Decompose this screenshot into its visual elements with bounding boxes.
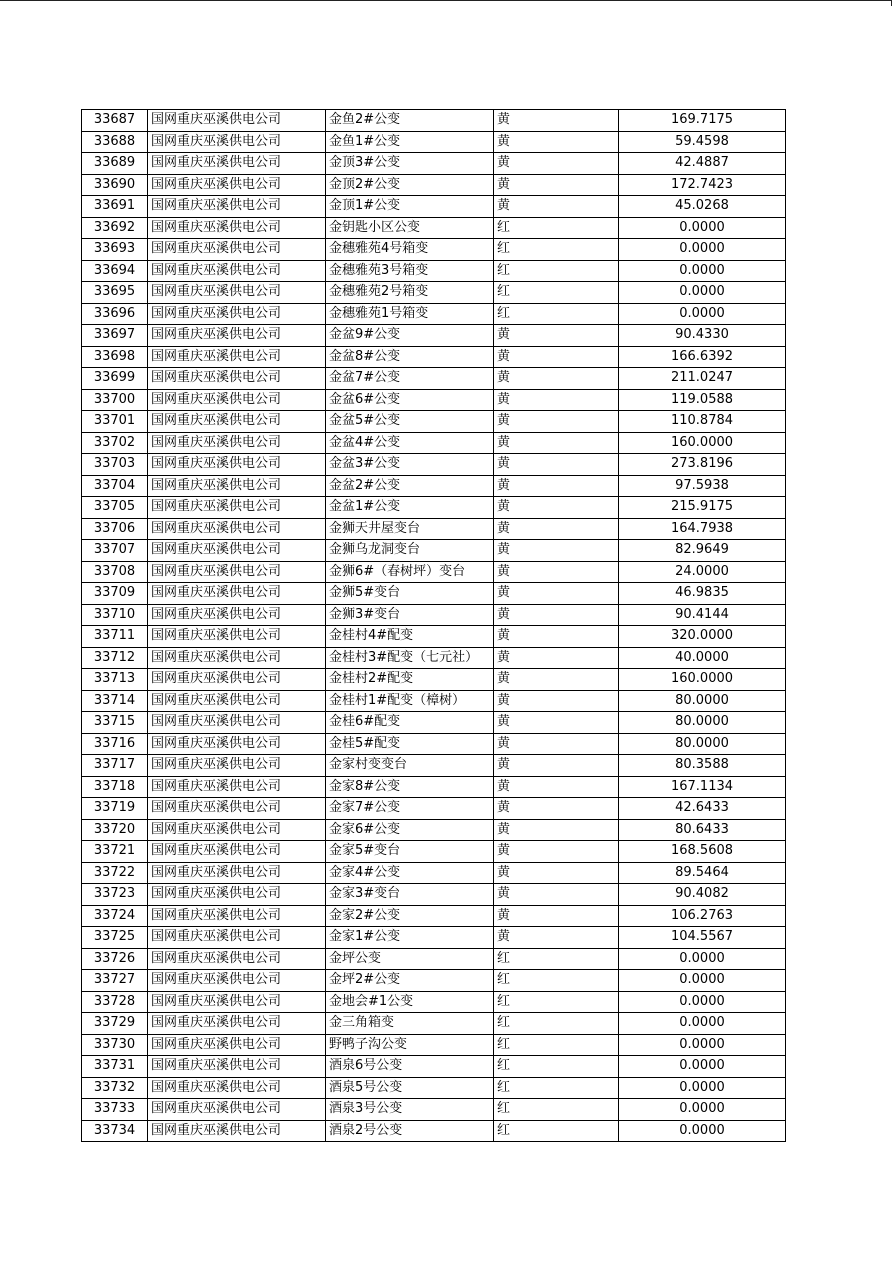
cell-id: 33713 <box>82 669 148 691</box>
table-row <box>82 991 786 1013</box>
cell-value: 160.0000 <box>619 669 786 691</box>
cell-station: 金穗雅苑3号箱变 <box>326 260 494 282</box>
cell-id: 33722 <box>82 862 148 884</box>
cell-level: 红 <box>494 1056 619 1078</box>
cell-station: 金盆5#公变 <box>326 411 494 433</box>
cell-level: 红 <box>494 1120 619 1142</box>
cell-station: 金鱼2#公变 <box>326 110 494 132</box>
cell-station: 金盆9#公变 <box>326 325 494 347</box>
cell-value: 0.0000 <box>619 1077 786 1099</box>
cell-id: 33714 <box>82 690 148 712</box>
cell-station: 金狮3#变台 <box>326 604 494 626</box>
cell-value: 80.0000 <box>619 733 786 755</box>
data-table <box>81 109 786 1142</box>
cell-value: 215.9175 <box>619 497 786 519</box>
cell-station: 金家村变变台 <box>326 755 494 777</box>
cell-level: 黄 <box>494 647 619 669</box>
table-row <box>82 1034 786 1056</box>
cell-company: 国网重庆巫溪供电公司 <box>148 1099 326 1121</box>
cell-level: 黄 <box>494 712 619 734</box>
cell-level: 黄 <box>494 518 619 540</box>
cell-company: 国网重庆巫溪供电公司 <box>148 970 326 992</box>
cell-level: 红 <box>494 1099 619 1121</box>
cell-company: 国网重庆巫溪供电公司 <box>148 884 326 906</box>
cell-company: 国网重庆巫溪供电公司 <box>148 690 326 712</box>
cell-id: 33698 <box>82 346 148 368</box>
cell-value: 89.5464 <box>619 862 786 884</box>
cell-id: 33732 <box>82 1077 148 1099</box>
cell-level: 黄 <box>494 798 619 820</box>
cell-company: 国网重庆巫溪供电公司 <box>148 540 326 562</box>
cell-company: 国网重庆巫溪供电公司 <box>148 626 326 648</box>
table-row <box>82 669 786 691</box>
cell-company: 国网重庆巫溪供电公司 <box>148 131 326 153</box>
cell-company: 国网重庆巫溪供电公司 <box>148 153 326 175</box>
cell-id: 33688 <box>82 131 148 153</box>
cell-company: 国网重庆巫溪供电公司 <box>148 497 326 519</box>
table-row <box>82 1056 786 1078</box>
cell-id: 33690 <box>82 174 148 196</box>
table-row <box>82 905 786 927</box>
cell-company: 国网重庆巫溪供电公司 <box>148 325 326 347</box>
cell-id: 33711 <box>82 626 148 648</box>
cell-company: 国网重庆巫溪供电公司 <box>148 110 326 132</box>
cell-value: 46.9835 <box>619 583 786 605</box>
cell-level: 黄 <box>494 927 619 949</box>
cell-id: 33697 <box>82 325 148 347</box>
table-row <box>82 1077 786 1099</box>
table-row <box>82 518 786 540</box>
cell-level: 黄 <box>494 884 619 906</box>
cell-company: 国网重庆巫溪供电公司 <box>148 1077 326 1099</box>
cell-value: 166.6392 <box>619 346 786 368</box>
cell-station: 金穗雅苑4号箱变 <box>326 239 494 261</box>
cell-level: 红 <box>494 260 619 282</box>
cell-station: 金家4#公变 <box>326 862 494 884</box>
cell-id: 33692 <box>82 217 148 239</box>
cell-id: 33695 <box>82 282 148 304</box>
cell-company: 国网重庆巫溪供电公司 <box>148 432 326 454</box>
cell-value: 24.0000 <box>619 561 786 583</box>
cell-id: 33730 <box>82 1034 148 1056</box>
cell-level: 黄 <box>494 368 619 390</box>
cell-company: 国网重庆巫溪供电公司 <box>148 862 326 884</box>
cell-station: 金家7#公变 <box>326 798 494 820</box>
cell-value: 97.5938 <box>619 475 786 497</box>
cell-value: 0.0000 <box>619 970 786 992</box>
cell-value: 82.9649 <box>619 540 786 562</box>
cell-level: 黄 <box>494 604 619 626</box>
cell-company: 国网重庆巫溪供电公司 <box>148 239 326 261</box>
cell-company: 国网重庆巫溪供电公司 <box>148 518 326 540</box>
cell-station: 金盆7#公变 <box>326 368 494 390</box>
cell-value: 0.0000 <box>619 303 786 325</box>
cell-station: 金顶2#公变 <box>326 174 494 196</box>
cell-value: 0.0000 <box>619 1013 786 1035</box>
table-body <box>82 110 786 1142</box>
cell-id: 33715 <box>82 712 148 734</box>
table-row <box>82 948 786 970</box>
cell-company: 国网重庆巫溪供电公司 <box>148 712 326 734</box>
cell-value: 40.0000 <box>619 647 786 669</box>
cell-station: 金家1#公变 <box>326 927 494 949</box>
cell-station: 金钥匙小区公变 <box>326 217 494 239</box>
cell-value: 320.0000 <box>619 626 786 648</box>
cell-company: 国网重庆巫溪供电公司 <box>148 389 326 411</box>
cell-value: 106.2763 <box>619 905 786 927</box>
cell-station: 金桂村4#配变 <box>326 626 494 648</box>
cell-company: 国网重庆巫溪供电公司 <box>148 303 326 325</box>
cell-value: 0.0000 <box>619 217 786 239</box>
cell-level: 红 <box>494 239 619 261</box>
cell-station: 野鸭子沟公变 <box>326 1034 494 1056</box>
table-row <box>82 196 786 218</box>
table-row <box>82 733 786 755</box>
table-row <box>82 1120 786 1142</box>
cell-company: 国网重庆巫溪供电公司 <box>148 282 326 304</box>
cell-level: 黄 <box>494 346 619 368</box>
cell-station: 金穗雅苑1号箱变 <box>326 303 494 325</box>
table-row <box>82 497 786 519</box>
cell-value: 0.0000 <box>619 1056 786 1078</box>
table-row <box>82 884 786 906</box>
cell-id: 33705 <box>82 497 148 519</box>
table-row <box>82 282 786 304</box>
cell-value: 0.0000 <box>619 991 786 1013</box>
table-row <box>82 475 786 497</box>
cell-company: 国网重庆巫溪供电公司 <box>148 991 326 1013</box>
cell-id: 33718 <box>82 776 148 798</box>
table-row <box>82 454 786 476</box>
cell-value: 168.5608 <box>619 841 786 863</box>
table-row <box>82 239 786 261</box>
table-row <box>82 776 786 798</box>
table-row <box>82 970 786 992</box>
cell-level: 黄 <box>494 776 619 798</box>
table-row <box>82 561 786 583</box>
cell-station: 金桂村1#配变（樟树） <box>326 690 494 712</box>
table-row <box>82 690 786 712</box>
cell-company: 国网重庆巫溪供电公司 <box>148 1034 326 1056</box>
cell-value: 90.4330 <box>619 325 786 347</box>
cell-company: 国网重庆巫溪供电公司 <box>148 733 326 755</box>
cell-id: 33696 <box>82 303 148 325</box>
cell-company: 国网重庆巫溪供电公司 <box>148 454 326 476</box>
cell-value: 110.8784 <box>619 411 786 433</box>
table-row <box>82 862 786 884</box>
cell-value: 0.0000 <box>619 239 786 261</box>
table-row <box>82 432 786 454</box>
cell-level: 黄 <box>494 110 619 132</box>
cell-id: 33687 <box>82 110 148 132</box>
cell-level: 黄 <box>494 626 619 648</box>
cell-company: 国网重庆巫溪供电公司 <box>148 819 326 841</box>
cell-id: 33719 <box>82 798 148 820</box>
cell-station: 金鱼1#公变 <box>326 131 494 153</box>
table-row <box>82 798 786 820</box>
cell-id: 33704 <box>82 475 148 497</box>
cell-station: 金家2#公变 <box>326 905 494 927</box>
cell-station: 金桂村3#配变（七元社） <box>326 647 494 669</box>
cell-level: 红 <box>494 303 619 325</box>
cell-station: 金盆3#公变 <box>326 454 494 476</box>
cell-station: 金家5#变台 <box>326 841 494 863</box>
cell-station: 金坪公变 <box>326 948 494 970</box>
cell-company: 国网重庆巫溪供电公司 <box>148 927 326 949</box>
cell-id: 33694 <box>82 260 148 282</box>
cell-value: 164.7938 <box>619 518 786 540</box>
cell-id: 33725 <box>82 927 148 949</box>
cell-id: 33717 <box>82 755 148 777</box>
cell-company: 国网重庆巫溪供电公司 <box>148 647 326 669</box>
cell-level: 黄 <box>494 690 619 712</box>
cell-level: 黄 <box>494 131 619 153</box>
cell-station: 酒泉2号公变 <box>326 1120 494 1142</box>
cell-company: 国网重庆巫溪供电公司 <box>148 905 326 927</box>
cell-value: 45.0268 <box>619 196 786 218</box>
cell-id: 33724 <box>82 905 148 927</box>
cell-value: 0.0000 <box>619 260 786 282</box>
cell-station: 金桂5#配变 <box>326 733 494 755</box>
cell-company: 国网重庆巫溪供电公司 <box>148 411 326 433</box>
cell-id: 33693 <box>82 239 148 261</box>
table-row <box>82 411 786 433</box>
cell-level: 红 <box>494 1077 619 1099</box>
cell-value: 80.3588 <box>619 755 786 777</box>
cell-level: 黄 <box>494 497 619 519</box>
table-row <box>82 583 786 605</box>
cell-station: 酒泉5号公变 <box>326 1077 494 1099</box>
cell-level: 黄 <box>494 583 619 605</box>
cell-id: 33709 <box>82 583 148 605</box>
table-row <box>82 626 786 648</box>
cell-level: 黄 <box>494 669 619 691</box>
cell-station: 金盆1#公变 <box>326 497 494 519</box>
cell-id: 33734 <box>82 1120 148 1142</box>
table-row <box>82 325 786 347</box>
cell-station: 金顶3#公变 <box>326 153 494 175</box>
table-row <box>82 540 786 562</box>
cell-company: 国网重庆巫溪供电公司 <box>148 196 326 218</box>
cell-id: 33701 <box>82 411 148 433</box>
cell-value: 59.4598 <box>619 131 786 153</box>
cell-level: 红 <box>494 217 619 239</box>
cell-level: 黄 <box>494 389 619 411</box>
cell-id: 33702 <box>82 432 148 454</box>
cell-level: 红 <box>494 282 619 304</box>
cell-station: 金盆2#公变 <box>326 475 494 497</box>
cell-station: 金狮天井屋变台 <box>326 518 494 540</box>
cell-value: 0.0000 <box>619 1099 786 1121</box>
cell-value: 80.0000 <box>619 712 786 734</box>
table-row <box>82 174 786 196</box>
cell-company: 国网重庆巫溪供电公司 <box>148 776 326 798</box>
cell-level: 黄 <box>494 411 619 433</box>
cell-id: 33716 <box>82 733 148 755</box>
cell-id: 33731 <box>82 1056 148 1078</box>
cell-id: 33727 <box>82 970 148 992</box>
table-row <box>82 1099 786 1121</box>
cell-id: 33706 <box>82 518 148 540</box>
cell-station: 金狮6#（春树坪）变台 <box>326 561 494 583</box>
cell-station: 金盆8#公变 <box>326 346 494 368</box>
table-row <box>82 260 786 282</box>
cell-station: 金三角箱变 <box>326 1013 494 1035</box>
cell-level: 红 <box>494 948 619 970</box>
cell-company: 国网重庆巫溪供电公司 <box>148 1120 326 1142</box>
cell-station: 金桂6#配变 <box>326 712 494 734</box>
cell-company: 国网重庆巫溪供电公司 <box>148 561 326 583</box>
cell-company: 国网重庆巫溪供电公司 <box>148 604 326 626</box>
cell-value: 80.0000 <box>619 690 786 712</box>
table-row <box>82 153 786 175</box>
cell-value: 90.4144 <box>619 604 786 626</box>
cell-company: 国网重庆巫溪供电公司 <box>148 841 326 863</box>
cell-level: 黄 <box>494 174 619 196</box>
cell-id: 33728 <box>82 991 148 1013</box>
cell-id: 33691 <box>82 196 148 218</box>
table-row <box>82 841 786 863</box>
cell-station: 金桂村2#配变 <box>326 669 494 691</box>
cell-level: 黄 <box>494 432 619 454</box>
cell-value: 160.0000 <box>619 432 786 454</box>
cell-station: 金穗雅苑2号箱变 <box>326 282 494 304</box>
table-row <box>82 303 786 325</box>
cell-station: 金地会#1公变 <box>326 991 494 1013</box>
table-row <box>82 712 786 734</box>
cell-id: 33699 <box>82 368 148 390</box>
cell-level: 黄 <box>494 819 619 841</box>
cell-value: 0.0000 <box>619 1120 786 1142</box>
cell-id: 33720 <box>82 819 148 841</box>
cell-company: 国网重庆巫溪供电公司 <box>148 217 326 239</box>
cell-company: 国网重庆巫溪供电公司 <box>148 583 326 605</box>
cell-company: 国网重庆巫溪供电公司 <box>148 174 326 196</box>
table-row <box>82 755 786 777</box>
cell-value: 0.0000 <box>619 1034 786 1056</box>
cell-id: 33733 <box>82 1099 148 1121</box>
cell-company: 国网重庆巫溪供电公司 <box>148 755 326 777</box>
cell-level: 黄 <box>494 153 619 175</box>
cell-value: 172.7423 <box>619 174 786 196</box>
table-row <box>82 346 786 368</box>
cell-id: 33689 <box>82 153 148 175</box>
table-row <box>82 927 786 949</box>
cell-station: 酒泉3号公变 <box>326 1099 494 1121</box>
cell-id: 33721 <box>82 841 148 863</box>
table-row <box>82 819 786 841</box>
cell-level: 红 <box>494 991 619 1013</box>
cell-id: 33710 <box>82 604 148 626</box>
cell-value: 80.6433 <box>619 819 786 841</box>
cell-level: 黄 <box>494 325 619 347</box>
cell-station: 金家3#变台 <box>326 884 494 906</box>
cell-company: 国网重庆巫溪供电公司 <box>148 475 326 497</box>
cell-value: 104.5567 <box>619 927 786 949</box>
table-row <box>82 217 786 239</box>
cell-company: 国网重庆巫溪供电公司 <box>148 798 326 820</box>
cell-level: 黄 <box>494 733 619 755</box>
cell-station: 金盆4#公变 <box>326 432 494 454</box>
cell-value: 211.0247 <box>619 368 786 390</box>
cell-value: 42.4887 <box>619 153 786 175</box>
table-row <box>82 389 786 411</box>
cell-value: 273.8196 <box>619 454 786 476</box>
cell-level: 红 <box>494 1034 619 1056</box>
cell-company: 国网重庆巫溪供电公司 <box>148 1056 326 1078</box>
table-row <box>82 604 786 626</box>
cell-id: 33723 <box>82 884 148 906</box>
cell-level: 黄 <box>494 540 619 562</box>
cell-level: 黄 <box>494 841 619 863</box>
cell-level: 黄 <box>494 454 619 476</box>
cell-value: 119.0588 <box>619 389 786 411</box>
cell-level: 黄 <box>494 755 619 777</box>
cell-level: 黄 <box>494 561 619 583</box>
cell-station: 金顶1#公变 <box>326 196 494 218</box>
cell-value: 0.0000 <box>619 948 786 970</box>
cell-value: 169.7175 <box>619 110 786 132</box>
cell-id: 33703 <box>82 454 148 476</box>
cell-company: 国网重庆巫溪供电公司 <box>148 1013 326 1035</box>
page-top-rule <box>0 0 892 1</box>
cell-id: 33708 <box>82 561 148 583</box>
table-row <box>82 647 786 669</box>
cell-id: 33729 <box>82 1013 148 1035</box>
cell-id: 33726 <box>82 948 148 970</box>
table-row <box>82 368 786 390</box>
cell-level: 红 <box>494 1013 619 1035</box>
cell-company: 国网重庆巫溪供电公司 <box>148 368 326 390</box>
cell-company: 国网重庆巫溪供电公司 <box>148 948 326 970</box>
cell-station: 金坪2#公变 <box>326 970 494 992</box>
cell-level: 黄 <box>494 475 619 497</box>
cell-level: 黄 <box>494 905 619 927</box>
cell-id: 33712 <box>82 647 148 669</box>
cell-level: 黄 <box>494 196 619 218</box>
cell-company: 国网重庆巫溪供电公司 <box>148 346 326 368</box>
cell-station: 酒泉6号公变 <box>326 1056 494 1078</box>
table-row <box>82 110 786 132</box>
cell-value: 0.0000 <box>619 282 786 304</box>
cell-value: 42.6433 <box>619 798 786 820</box>
cell-company: 国网重庆巫溪供电公司 <box>148 260 326 282</box>
cell-id: 33707 <box>82 540 148 562</box>
cell-station: 金狮乌龙洞变台 <box>326 540 494 562</box>
cell-value: 90.4082 <box>619 884 786 906</box>
cell-company: 国网重庆巫溪供电公司 <box>148 669 326 691</box>
cell-station: 金狮5#变台 <box>326 583 494 605</box>
cell-station: 金盆6#公变 <box>326 389 494 411</box>
cell-station: 金家8#公变 <box>326 776 494 798</box>
cell-station: 金家6#公变 <box>326 819 494 841</box>
cell-id: 33700 <box>82 389 148 411</box>
cell-level: 黄 <box>494 862 619 884</box>
table-row <box>82 1013 786 1035</box>
cell-value: 167.1134 <box>619 776 786 798</box>
cell-level: 红 <box>494 970 619 992</box>
table-row <box>82 131 786 153</box>
